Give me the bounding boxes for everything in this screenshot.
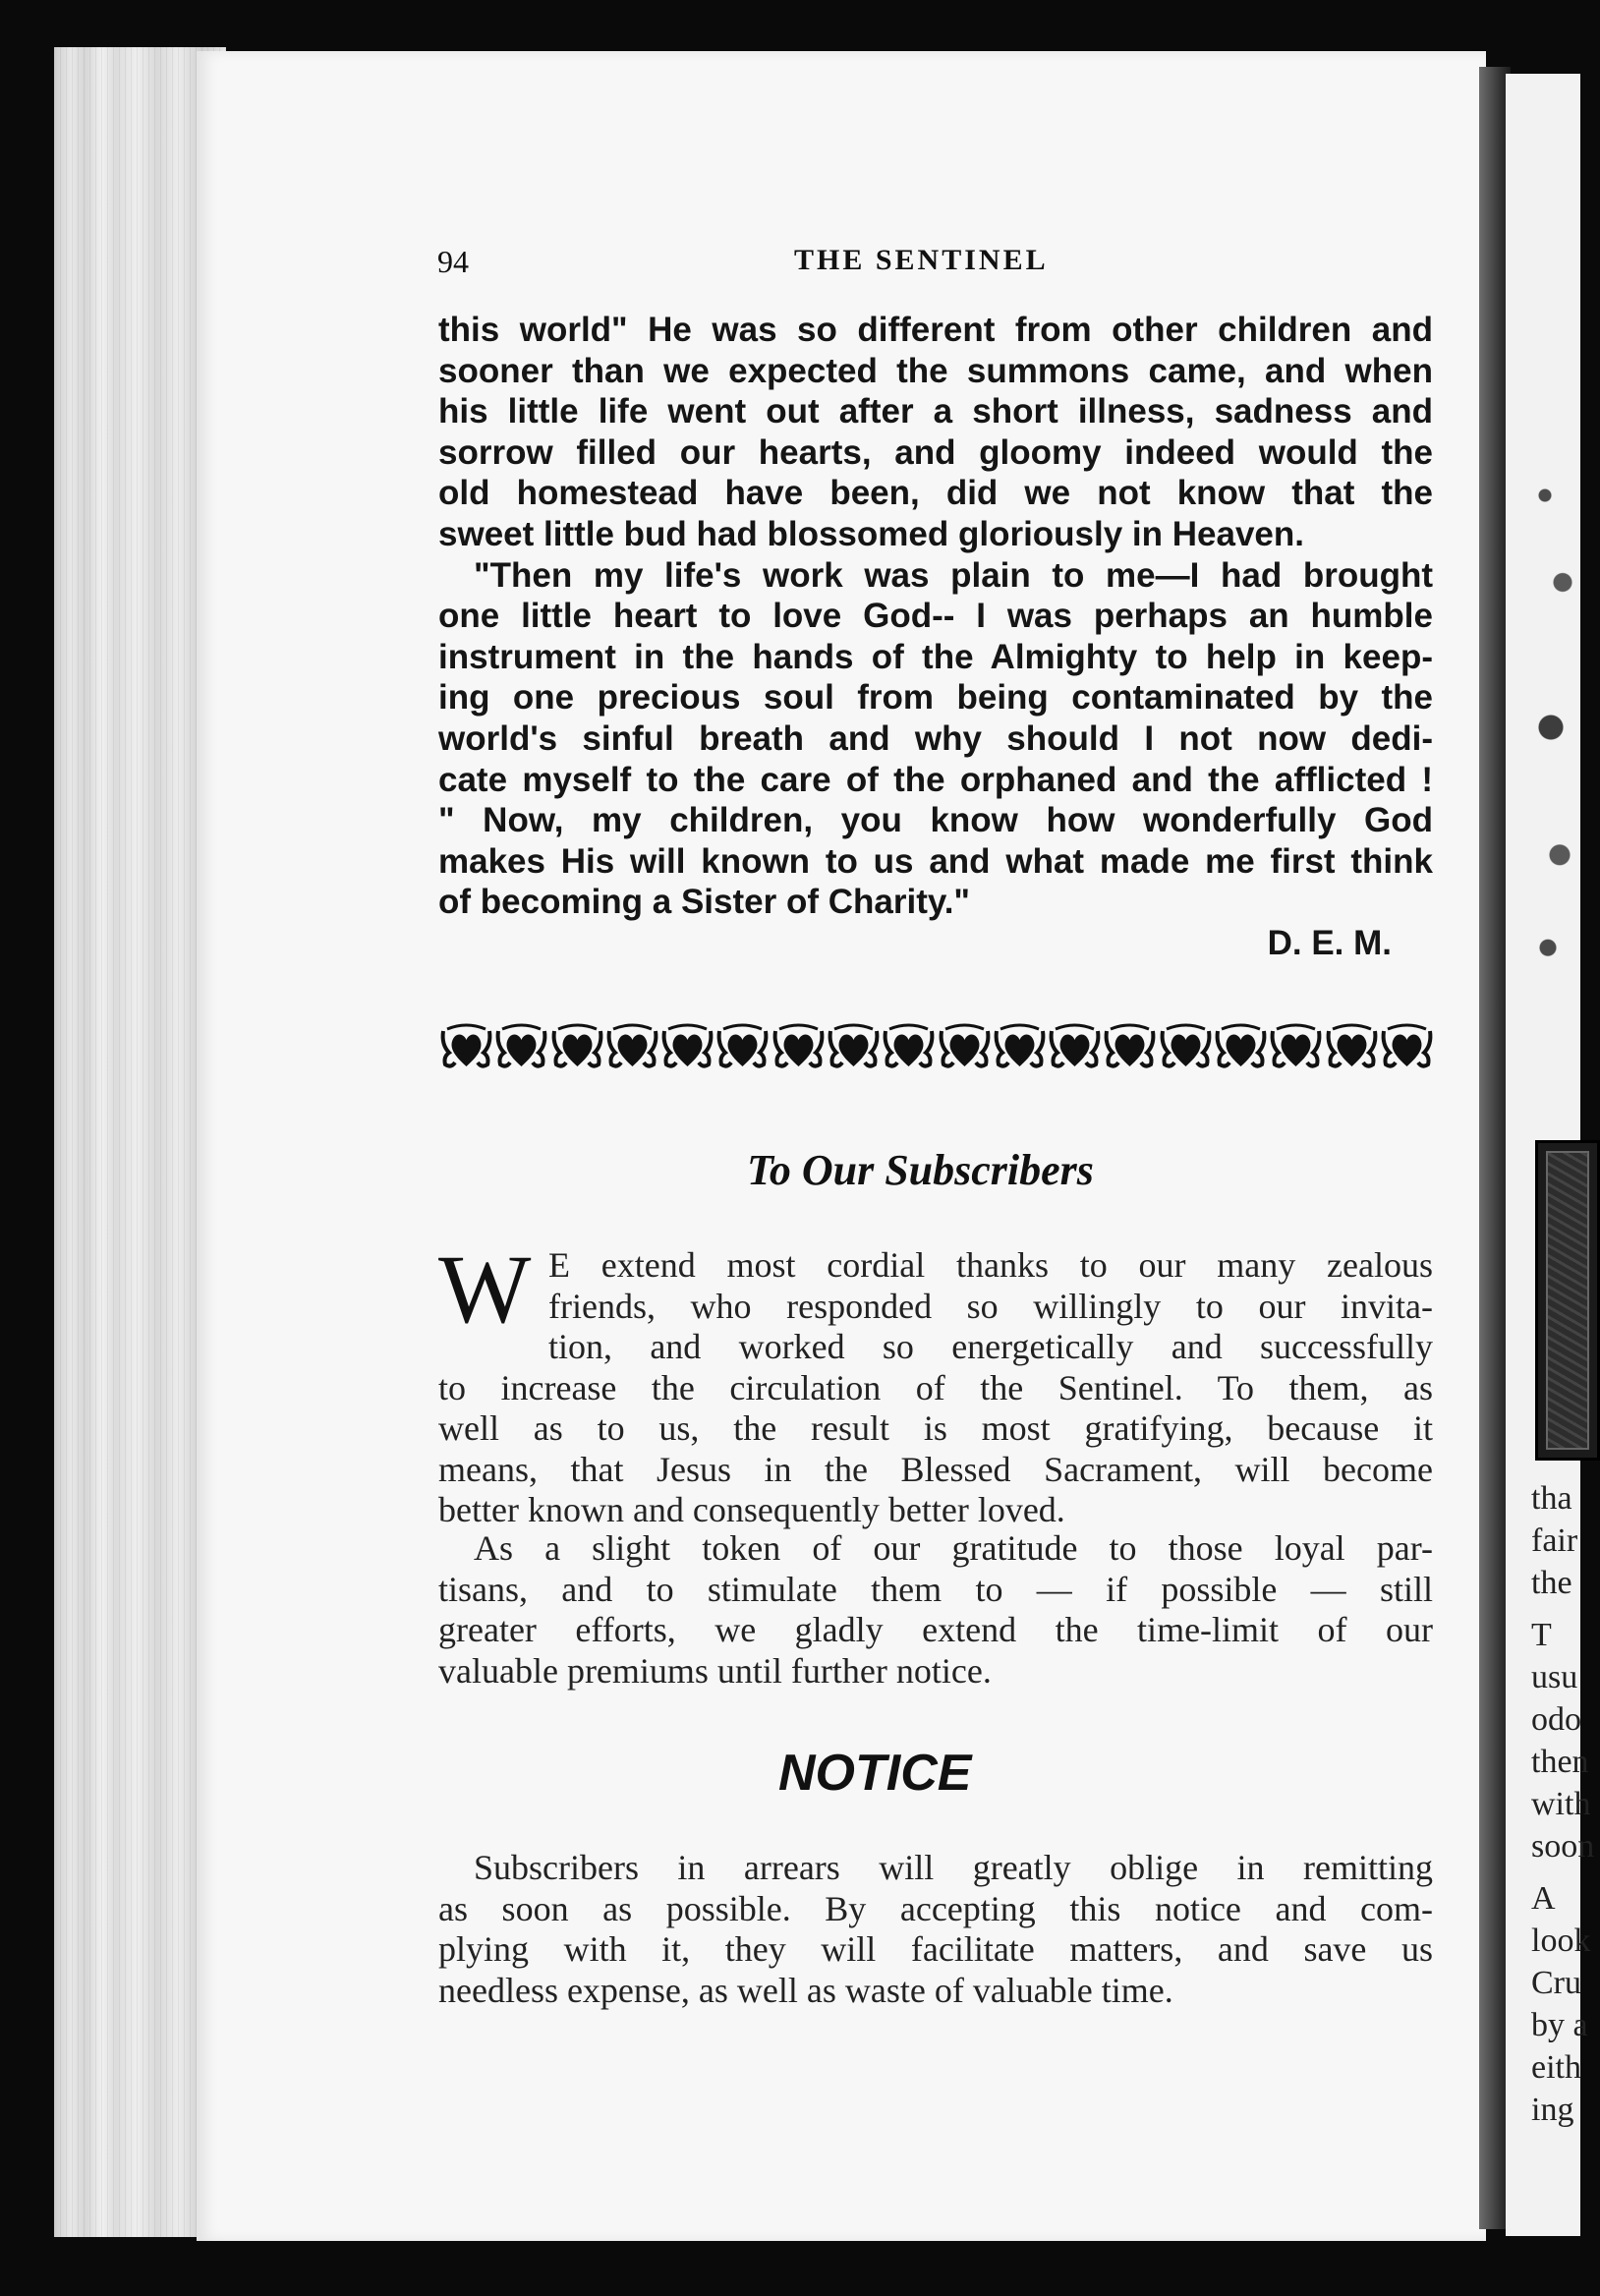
heart-ornament-icon bbox=[1214, 1023, 1268, 1072]
text-line: Subscribers in arrears will greatly oblige in remitting bbox=[474, 1848, 1433, 1887]
text-line: tion, and worked so energetically and successfully bbox=[548, 1327, 1433, 1366]
text-line: sweet little bud had blossomed gloriously in Heaven. bbox=[438, 514, 1304, 553]
fragment: then bbox=[1531, 1744, 1589, 1780]
text-line: needless expense, as well as waste of valuable time. bbox=[438, 1970, 1173, 2010]
text-line: well as to us, the result is most gratifying, because it bbox=[438, 1408, 1433, 1448]
heart-ornament-icon bbox=[494, 1023, 548, 1072]
text-line: tisans, and to stimulate them to — if possible — still bbox=[438, 1569, 1433, 1609]
fragment: fair bbox=[1531, 1522, 1578, 1559]
heart-ornament-icon bbox=[1103, 1023, 1157, 1072]
text-line: his little life went out after a short illness, sadness and bbox=[438, 392, 1433, 431]
text-line: " Now, my children, you know how wonderfully God bbox=[438, 801, 1433, 840]
heart-ornament-icon bbox=[1048, 1023, 1102, 1072]
text-line: friends, who responded so willingly to our invita- bbox=[548, 1286, 1433, 1326]
text-line: sooner than we expected the summons came, and when bbox=[438, 351, 1433, 390]
fragment: ing bbox=[1531, 2092, 1574, 2128]
heart-ornament-icon bbox=[827, 1023, 881, 1072]
fragment: by a bbox=[1531, 2007, 1588, 2043]
heart-ornament-icon bbox=[605, 1023, 659, 1072]
subscribers-paragraph-1 bbox=[438, 1245, 1433, 1531]
text-line: one little heart to love God-- I was perhaps an humble bbox=[438, 597, 1433, 636]
author-signature: D. E. M. bbox=[1267, 923, 1392, 962]
facing-page bbox=[1506, 74, 1595, 2236]
heart-ornament-icon bbox=[715, 1023, 770, 1072]
text-line: better known and consequently better loved. bbox=[438, 1490, 1065, 1529]
fragment: with bbox=[1531, 1786, 1591, 1822]
page-number: 94 bbox=[437, 244, 469, 279]
story-ending bbox=[438, 310, 1433, 964]
fragment: A bbox=[1531, 1880, 1556, 1917]
text-line: this world" He was so different from other children and bbox=[438, 311, 1433, 349]
text-line: instrument in the hands of the Almighty to help in keep- bbox=[438, 637, 1433, 676]
text-line: world's sinful breath and why should I not now dedi- bbox=[438, 718, 1433, 758]
text-line: As a slight token of our gratitude to those loyal par- bbox=[474, 1528, 1433, 1568]
fragment: eith bbox=[1531, 2049, 1581, 2086]
text-line: ing one precious soul from being contaminated by the bbox=[438, 678, 1433, 718]
text-line: greater efforts, we gladly extend the time-limit of our bbox=[438, 1610, 1433, 1649]
facing-page-text bbox=[1531, 1477, 1594, 2131]
fragment: the bbox=[1531, 1565, 1572, 1601]
fragment: usu bbox=[1531, 1659, 1578, 1695]
notice-heading: NOTICE bbox=[778, 1745, 972, 1802]
fragment: tha bbox=[1531, 1480, 1572, 1517]
text-line: "Then my life's work was plain to me—I had brought bbox=[474, 555, 1433, 595]
heart-ornament-icon bbox=[660, 1023, 714, 1072]
heart-ornament-icon bbox=[938, 1023, 992, 1072]
fragment: soon bbox=[1531, 1828, 1595, 1865]
section-title: To Our Subscribers bbox=[747, 1146, 1094, 1194]
heart-ornament-icon bbox=[771, 1023, 826, 1072]
drop-cap: W bbox=[438, 1234, 532, 1344]
text-line: makes His will known to us and what made me first think bbox=[438, 841, 1433, 881]
text-line: E extend most cordial thanks to our many zealous bbox=[548, 1245, 1433, 1285]
text-line: plying with it, they will facilitate matters, and save us bbox=[438, 1929, 1433, 1969]
subscribers-paragraph-2 bbox=[438, 1528, 1433, 1692]
text-line: to increase the circulation of the Sentinel. To them, as bbox=[438, 1367, 1433, 1407]
fragment: Cru bbox=[1531, 1965, 1581, 2001]
running-title: THE SENTINEL bbox=[794, 244, 1049, 276]
fragment: T bbox=[1531, 1617, 1552, 1653]
text-line: cate myself to the care of the orphaned and the afflicted ! bbox=[438, 760, 1433, 799]
fragment: odo bbox=[1531, 1701, 1581, 1738]
heart-ornament-icon bbox=[1269, 1023, 1323, 1072]
fragment: look bbox=[1531, 1923, 1591, 1959]
heart-ornament-icon bbox=[882, 1023, 936, 1072]
heart-ornament-icon bbox=[993, 1023, 1047, 1072]
text-line: sorrow filled our hearts, and gloomy indeed would the bbox=[438, 432, 1433, 472]
text-line: old homestead have been, did we not know that the bbox=[438, 474, 1433, 513]
heart-ornament-icon bbox=[1380, 1023, 1434, 1072]
text-line: as soon as possible. By accepting this notice and com- bbox=[438, 1888, 1433, 1928]
floral-ornament-illustration bbox=[1527, 437, 1586, 1017]
framed-illustration bbox=[1535, 1140, 1600, 1461]
heart-ornament-icon bbox=[1325, 1023, 1379, 1072]
heart-ornament-icon bbox=[439, 1023, 493, 1072]
heart-ornament-icon bbox=[1159, 1023, 1213, 1072]
text-line: valuable premiums until further notice. bbox=[438, 1650, 992, 1691]
ornamental-divider bbox=[439, 1020, 1434, 1075]
text-line: means, that Jesus in the Blessed Sacrament, will become bbox=[438, 1449, 1433, 1489]
notice-paragraph bbox=[438, 1848, 1433, 2011]
heart-ornament-icon bbox=[550, 1023, 604, 1072]
text-line: of becoming a Sister of Charity." bbox=[438, 883, 971, 922]
